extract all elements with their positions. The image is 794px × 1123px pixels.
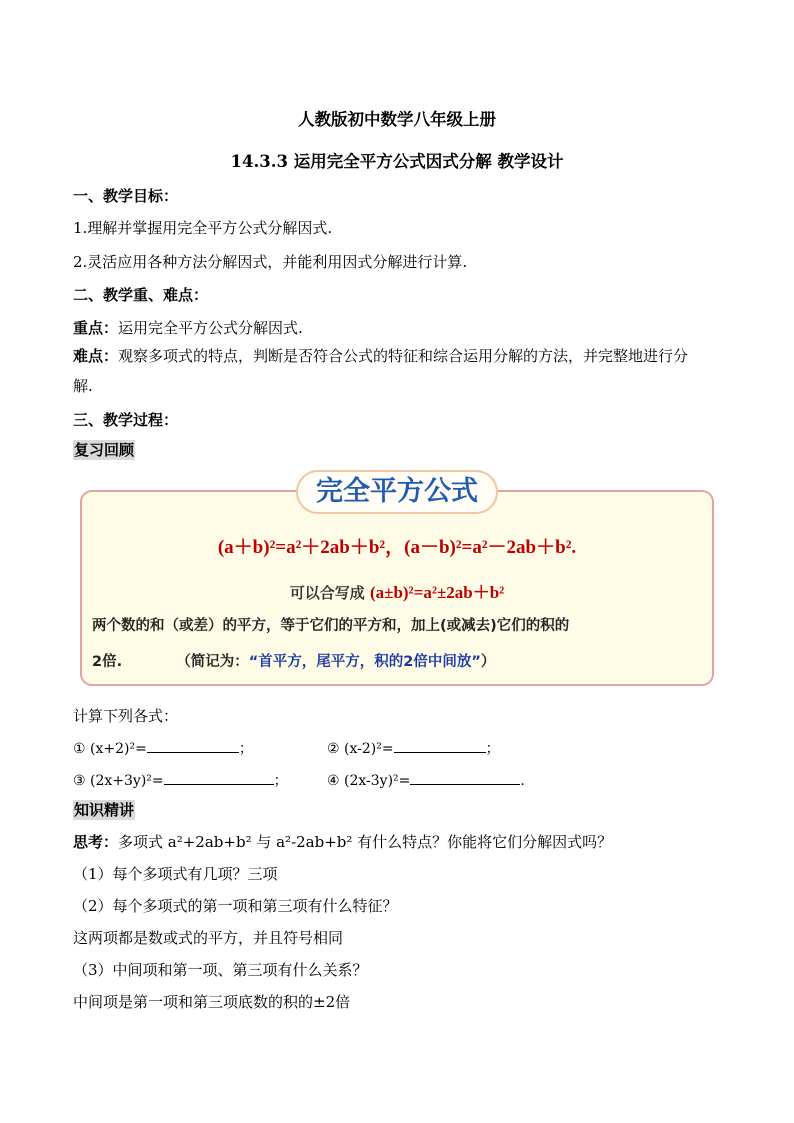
- answer-3: 中间项是第一项和第三项底数的积的±2倍: [73, 993, 351, 1011]
- mnemonic-open: （简记为：: [176, 654, 249, 670]
- exercise-3-blank[interactable]: [164, 770, 274, 785]
- exercise-2-number: ②: [327, 741, 340, 757]
- review-tag: 复习回顾: [74, 441, 135, 459]
- calc-prompt: 计算下列各式：: [73, 707, 179, 725]
- exercise-3-expr: (2x+3y)²=: [90, 773, 164, 789]
- exercise-4: [327, 770, 525, 789]
- difficulty-text: 观察多项式的特点，判断是否符合公式的特征和综合运用分解的方法，并完整地进行分: [118, 347, 689, 365]
- formula-box-title: 完全平方公式: [296, 470, 498, 514]
- section-3-heading: 三、教学过程：: [73, 411, 179, 429]
- difficulty-label: 难点：: [73, 347, 119, 365]
- exercise-3-number: ③: [73, 773, 86, 789]
- exercise-4-number: ④: [327, 773, 340, 789]
- key-text: 运用完全平方公式分解因式.: [118, 319, 303, 337]
- think-line: [73, 832, 612, 852]
- question-1: （1）每个多项式有几项？三项: [73, 865, 278, 883]
- combined-formula: (a±b)²=a²±2ab＋b²: [369, 583, 505, 602]
- formula-main: (a＋b)²=a²＋2ab＋b²，(a－b)²=a²－2ab＋b².: [217, 537, 577, 558]
- knowledge-heading: [73, 800, 135, 820]
- combined-prefix: 可以合写成: [289, 584, 365, 602]
- exercise-3-end: ；: [273, 773, 288, 789]
- exercise-1-expr: (x+2)²=: [90, 741, 147, 757]
- goal-1: 1.理解并掌握用完全平方公式分解因式.: [73, 219, 333, 237]
- exercise-4-expr: (2x-3y)²=: [344, 773, 411, 789]
- knowledge-tag: 知识精讲: [74, 801, 135, 819]
- review-heading: [73, 440, 135, 460]
- think-text: 多项式 a²+2ab+b² 与 a²-2ab+b² 有什么特点？你能将它们分解因式吗？: [118, 833, 613, 851]
- goal-2: 2.灵活应用各种方法分解因式，并能利用因式分解进行计算.: [73, 253, 468, 271]
- exercise-4-end: .: [520, 773, 525, 789]
- think-label: 思考：: [73, 833, 119, 851]
- exercise-1: [73, 738, 253, 758]
- exercise-1-number: ①: [73, 741, 86, 757]
- exercise-1-end: ；: [238, 741, 253, 757]
- key-label: 重点：: [73, 319, 119, 337]
- lesson-title: 14.3.3 运用完全平方公式因式分解 教学设计: [230, 152, 564, 171]
- exercise-1-blank[interactable]: [147, 738, 239, 753]
- document-title: 人教版初中数学八年级上册: [298, 110, 496, 129]
- exercise-2: [327, 738, 500, 758]
- question-3: （3）中间项和第一项、第三项有什么关系？: [73, 961, 368, 979]
- formula-combined: [80, 578, 714, 603]
- exercise-2-end: ；: [485, 741, 500, 757]
- difficulty-line-2: 解.: [73, 377, 93, 395]
- formula-description-2: [92, 650, 495, 671]
- exercise-2-expr: (x-2)²=: [344, 741, 394, 757]
- mnemonic-text: “首平方，尾平方，积的2倍中间放”: [248, 654, 481, 670]
- description-2-prefix: 2倍.: [92, 654, 123, 670]
- exercise-4-blank[interactable]: [410, 770, 520, 785]
- section-1-heading: 一、教学目标：: [73, 187, 179, 205]
- exercise-3: [73, 770, 288, 790]
- section-2-heading: 二、教学重、难点：: [73, 286, 209, 304]
- difficulty-line-1: [73, 346, 688, 366]
- answer-2: 这两项都是数或式的平方，并且符号相同: [73, 929, 344, 947]
- key-point: [73, 318, 303, 338]
- question-2: （2）每个多项式的第一项和第三项有什么特征？: [73, 897, 398, 915]
- mnemonic-close: ）: [480, 654, 496, 670]
- formula-description-1: 两个数的和（或差）的平方，等于它们的平方和，加上(或减去)它们的积的: [92, 618, 570, 634]
- exercise-2-blank[interactable]: [394, 738, 486, 753]
